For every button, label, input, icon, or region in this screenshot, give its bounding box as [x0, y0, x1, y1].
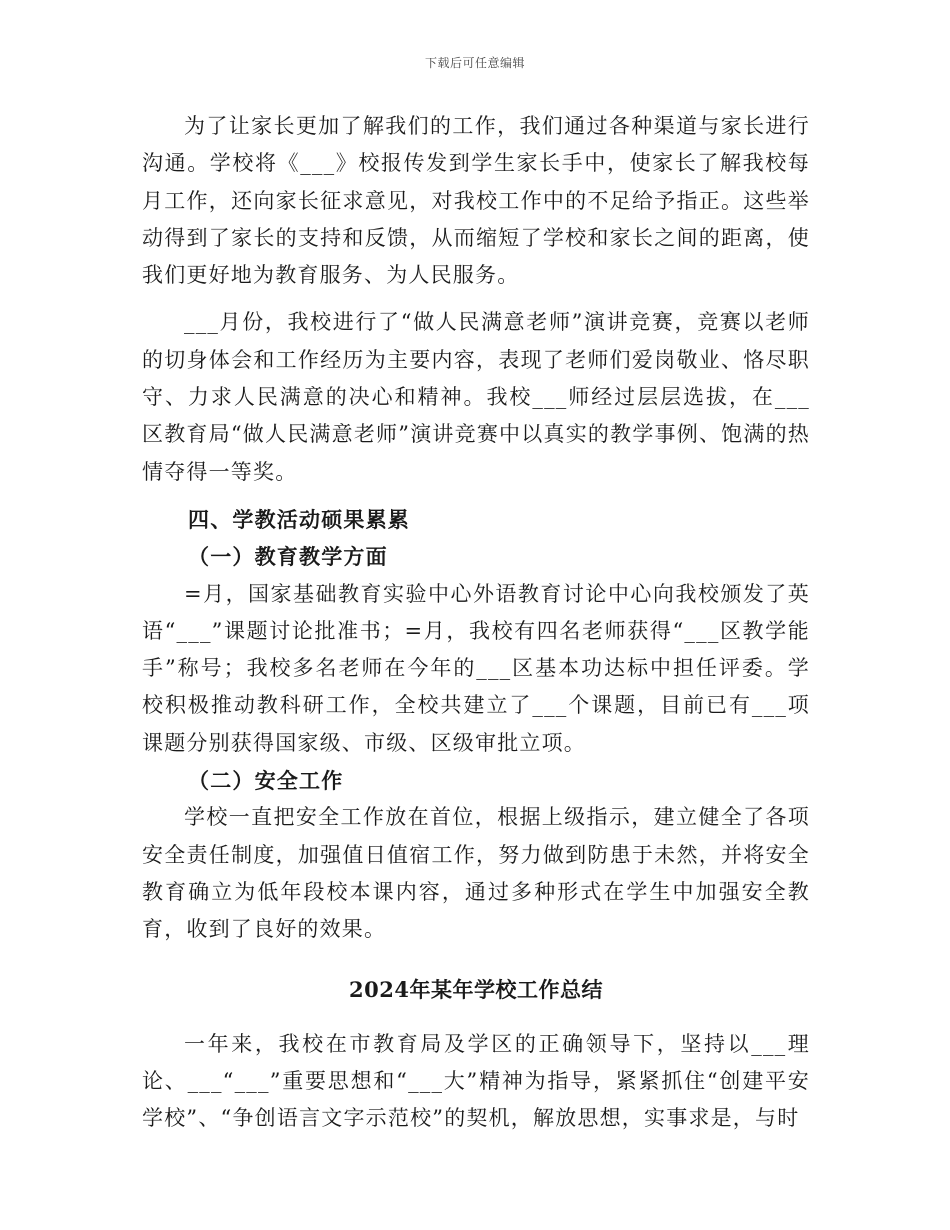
- document-title: 2024年某年学校工作总结: [349, 976, 603, 1002]
- subheading-safety: （二）安全工作: [188, 768, 344, 794]
- section-heading-achievements: 四、学教活动硕果累累: [188, 506, 410, 532]
- paragraph-safety: 学校一直把安全工作放在首位，根据上级指示，建立健全了各项安全责任制度，加强值日值宿工作，努力做到防患于未然，并将安全教育确立为低年段校本课内容，通过多种形式在学生中加强安全教育，收到了良好的效果。: [142, 805, 810, 942]
- paragraph-parent-communication: 为了让家长更加了解我们的工作，我们通过各种渠道与家长进行沟通。学校将《___》校报传发到学生家长手中，使家长了解我校每月工作，还向家长征求意见，对我校工作中的不足给予指正。这些举动得到了家长的支持和反馈，从而缩短了学校和家长之间的距离，使我们更好地为教育服务、为人民服务。: [142, 114, 810, 288]
- page-header: 下载后可任意编辑: [424, 56, 525, 70]
- paragraph-speech-contest: ___月份，我校进行了“做人民满意老师”演讲竞赛，竞赛以老师的切身体会和工作经历为主要内容，表现了老师们爱岗敬业、恪尽职守、力求人民满意的决心和精神。我校___师经过层层选拔，在___区教育局“做人民满意老师”演讲竞赛中以真实的教学事例、饱满的热情夺得一等奖。: [142, 310, 810, 484]
- document-body: [142, 108, 810, 1138]
- subheading-teaching: （一）教育教学方面: [188, 544, 388, 570]
- paragraph-annual-summary: 一年来，我校在市教育局及学区的正确领导下，坚持以___理论、___“___”重要思想和“___大”精神为指导，紧紧抓住“创建平安学校”、“争创语言文字示范校”的契机，解放思想，实事求是，与时: [142, 1031, 810, 1131]
- paragraph-teaching: =月，国家基础教育实验中心外语教育讨论中心向我校颁发了英语“___”课题讨论批准书；=月，我校有四名老师获得“___区教学能手”称号；我校多名老师在今年的___区基本功达标中担任评委。学校积极推动教科研工作，全校共建立了___个课题，目前已有___项课题分别获得国家级、市级、区级审批立项。: [142, 581, 810, 755]
